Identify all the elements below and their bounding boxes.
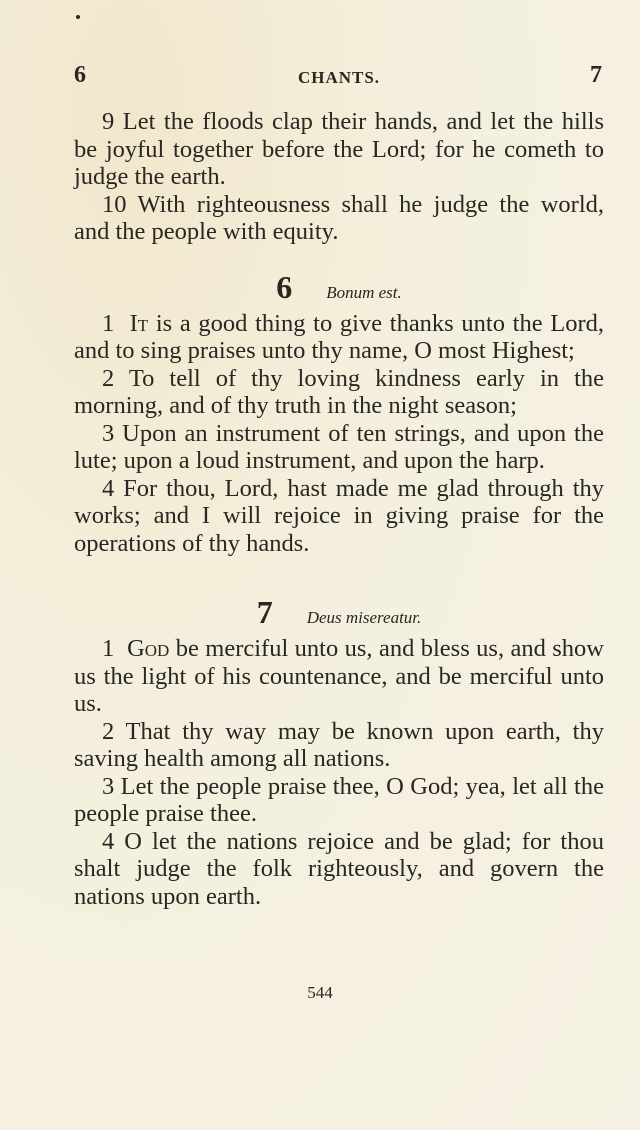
psalm-heading xyxy=(74,268,604,305)
page-body xyxy=(74,108,604,910)
running-title: CHANTS. xyxy=(297,68,381,87)
page-number-left: 6 xyxy=(74,62,86,88)
running-header xyxy=(74,62,604,92)
psalm-latin-title: Bonum est. xyxy=(326,282,402,302)
page-number-right: 7 xyxy=(590,62,602,88)
psalm-number: 7 xyxy=(256,594,273,630)
verse: 2 To tell of thy loving kindness early in the morning, and of thy truth in the night season; xyxy=(74,364,604,419)
verse: 10 With righteousness shall he judge the world, and the people with equity. xyxy=(74,190,604,245)
psalm-latin-title: Deus misereatur. xyxy=(306,608,422,627)
psalm-heading xyxy=(74,594,604,630)
psalm-number: 6 xyxy=(276,268,293,305)
verse: 2 That thy way may be known upon earth, thy saving health among all nations. xyxy=(74,717,604,772)
verse: 4 O let the nations rejoice and be glad; for thou shalt judge the folk righteously, and govern the nations upon earth. xyxy=(74,827,604,910)
verse: 4 For thou, Lord, hast made me glad through thy works; and I will rejoice in giving praise for the operations of thy hands. xyxy=(74,474,604,557)
verse: 3 Let the people praise thee, O God; yea, let all the people praise thee. xyxy=(74,772,604,827)
ink-speck xyxy=(76,15,80,19)
verse: 9 Let the floods clap their hands, and let the hills be joyful together before the Lord; for he cometh to judge the earth. xyxy=(74,108,604,190)
verse: 3 Upon an instrument of ten strings, and upon the lute; upon a loud instrument, and upon the harp. xyxy=(74,419,604,474)
page-footer-number: 544 xyxy=(307,983,333,1002)
verse: 1 It is a good thing to give thanks unto the Lord, and to sing praises unto thy name, O most Highest; xyxy=(74,309,605,364)
verse: 1 God be merciful unto us, and bless us, and show us the light of his countenance, and be merciful unto us. xyxy=(74,635,604,717)
